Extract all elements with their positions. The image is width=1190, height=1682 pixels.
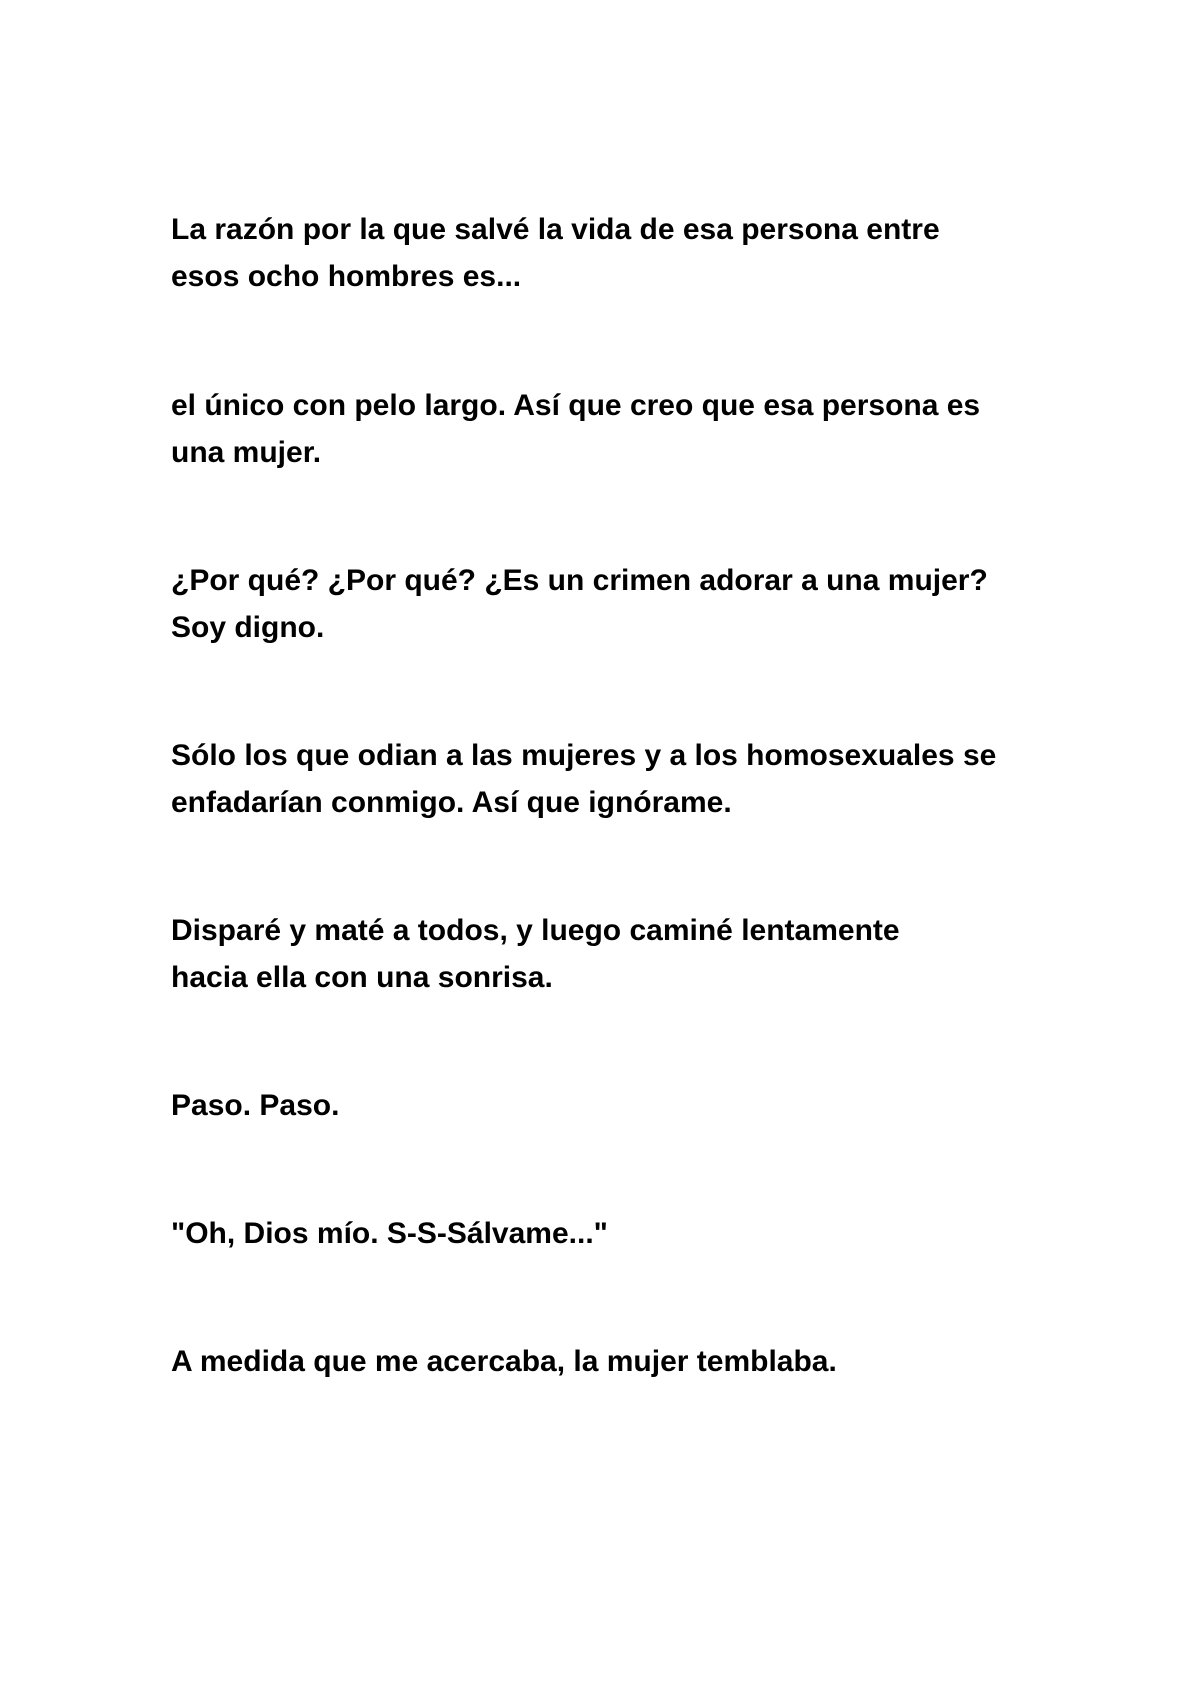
paragraph-2 <box>171 382 1051 476</box>
paragraph-line: Paso. Paso. <box>171 1089 340 1122</box>
paragraph-3 <box>171 557 1051 651</box>
paragraph-1 <box>171 206 1051 300</box>
paragraph-7 <box>171 1210 1051 1257</box>
paragraph-line: hacia ella con una sonrisa. <box>171 961 553 994</box>
paragraph-line: esos ocho hombres es... <box>171 260 522 293</box>
paragraph-line: el único con pelo largo. Así que creo que esa persona es <box>171 389 981 422</box>
paragraph-line: ¿Por qué? ¿Por qué? ¿Es un crimen adorar a una mujer? <box>171 564 988 597</box>
paragraph-6 <box>171 1082 1051 1129</box>
paragraph-4 <box>171 732 1051 826</box>
paragraph-line: una mujer. <box>171 436 322 469</box>
paragraph-line: Sólo los que odian a las mujeres y a los homosexuales se <box>171 739 997 772</box>
paragraph-8 <box>171 1338 1051 1385</box>
paragraph-line: Disparé y maté a todos, y luego caminé lentamente <box>171 914 900 947</box>
paragraph-line: A medida que me acercaba, la mujer temblaba. <box>171 1345 837 1378</box>
paragraph-line: La razón por la que salvé la vida de esa persona entre <box>171 213 940 246</box>
paragraph-5 <box>171 907 1051 1001</box>
paragraph-line: "Oh, Dios mío. S-S-Sálvame..." <box>171 1217 608 1250</box>
paragraph-line: enfadarían conmigo. Así que ignórame. <box>171 786 732 819</box>
paragraph-line: Soy digno. <box>171 611 325 644</box>
